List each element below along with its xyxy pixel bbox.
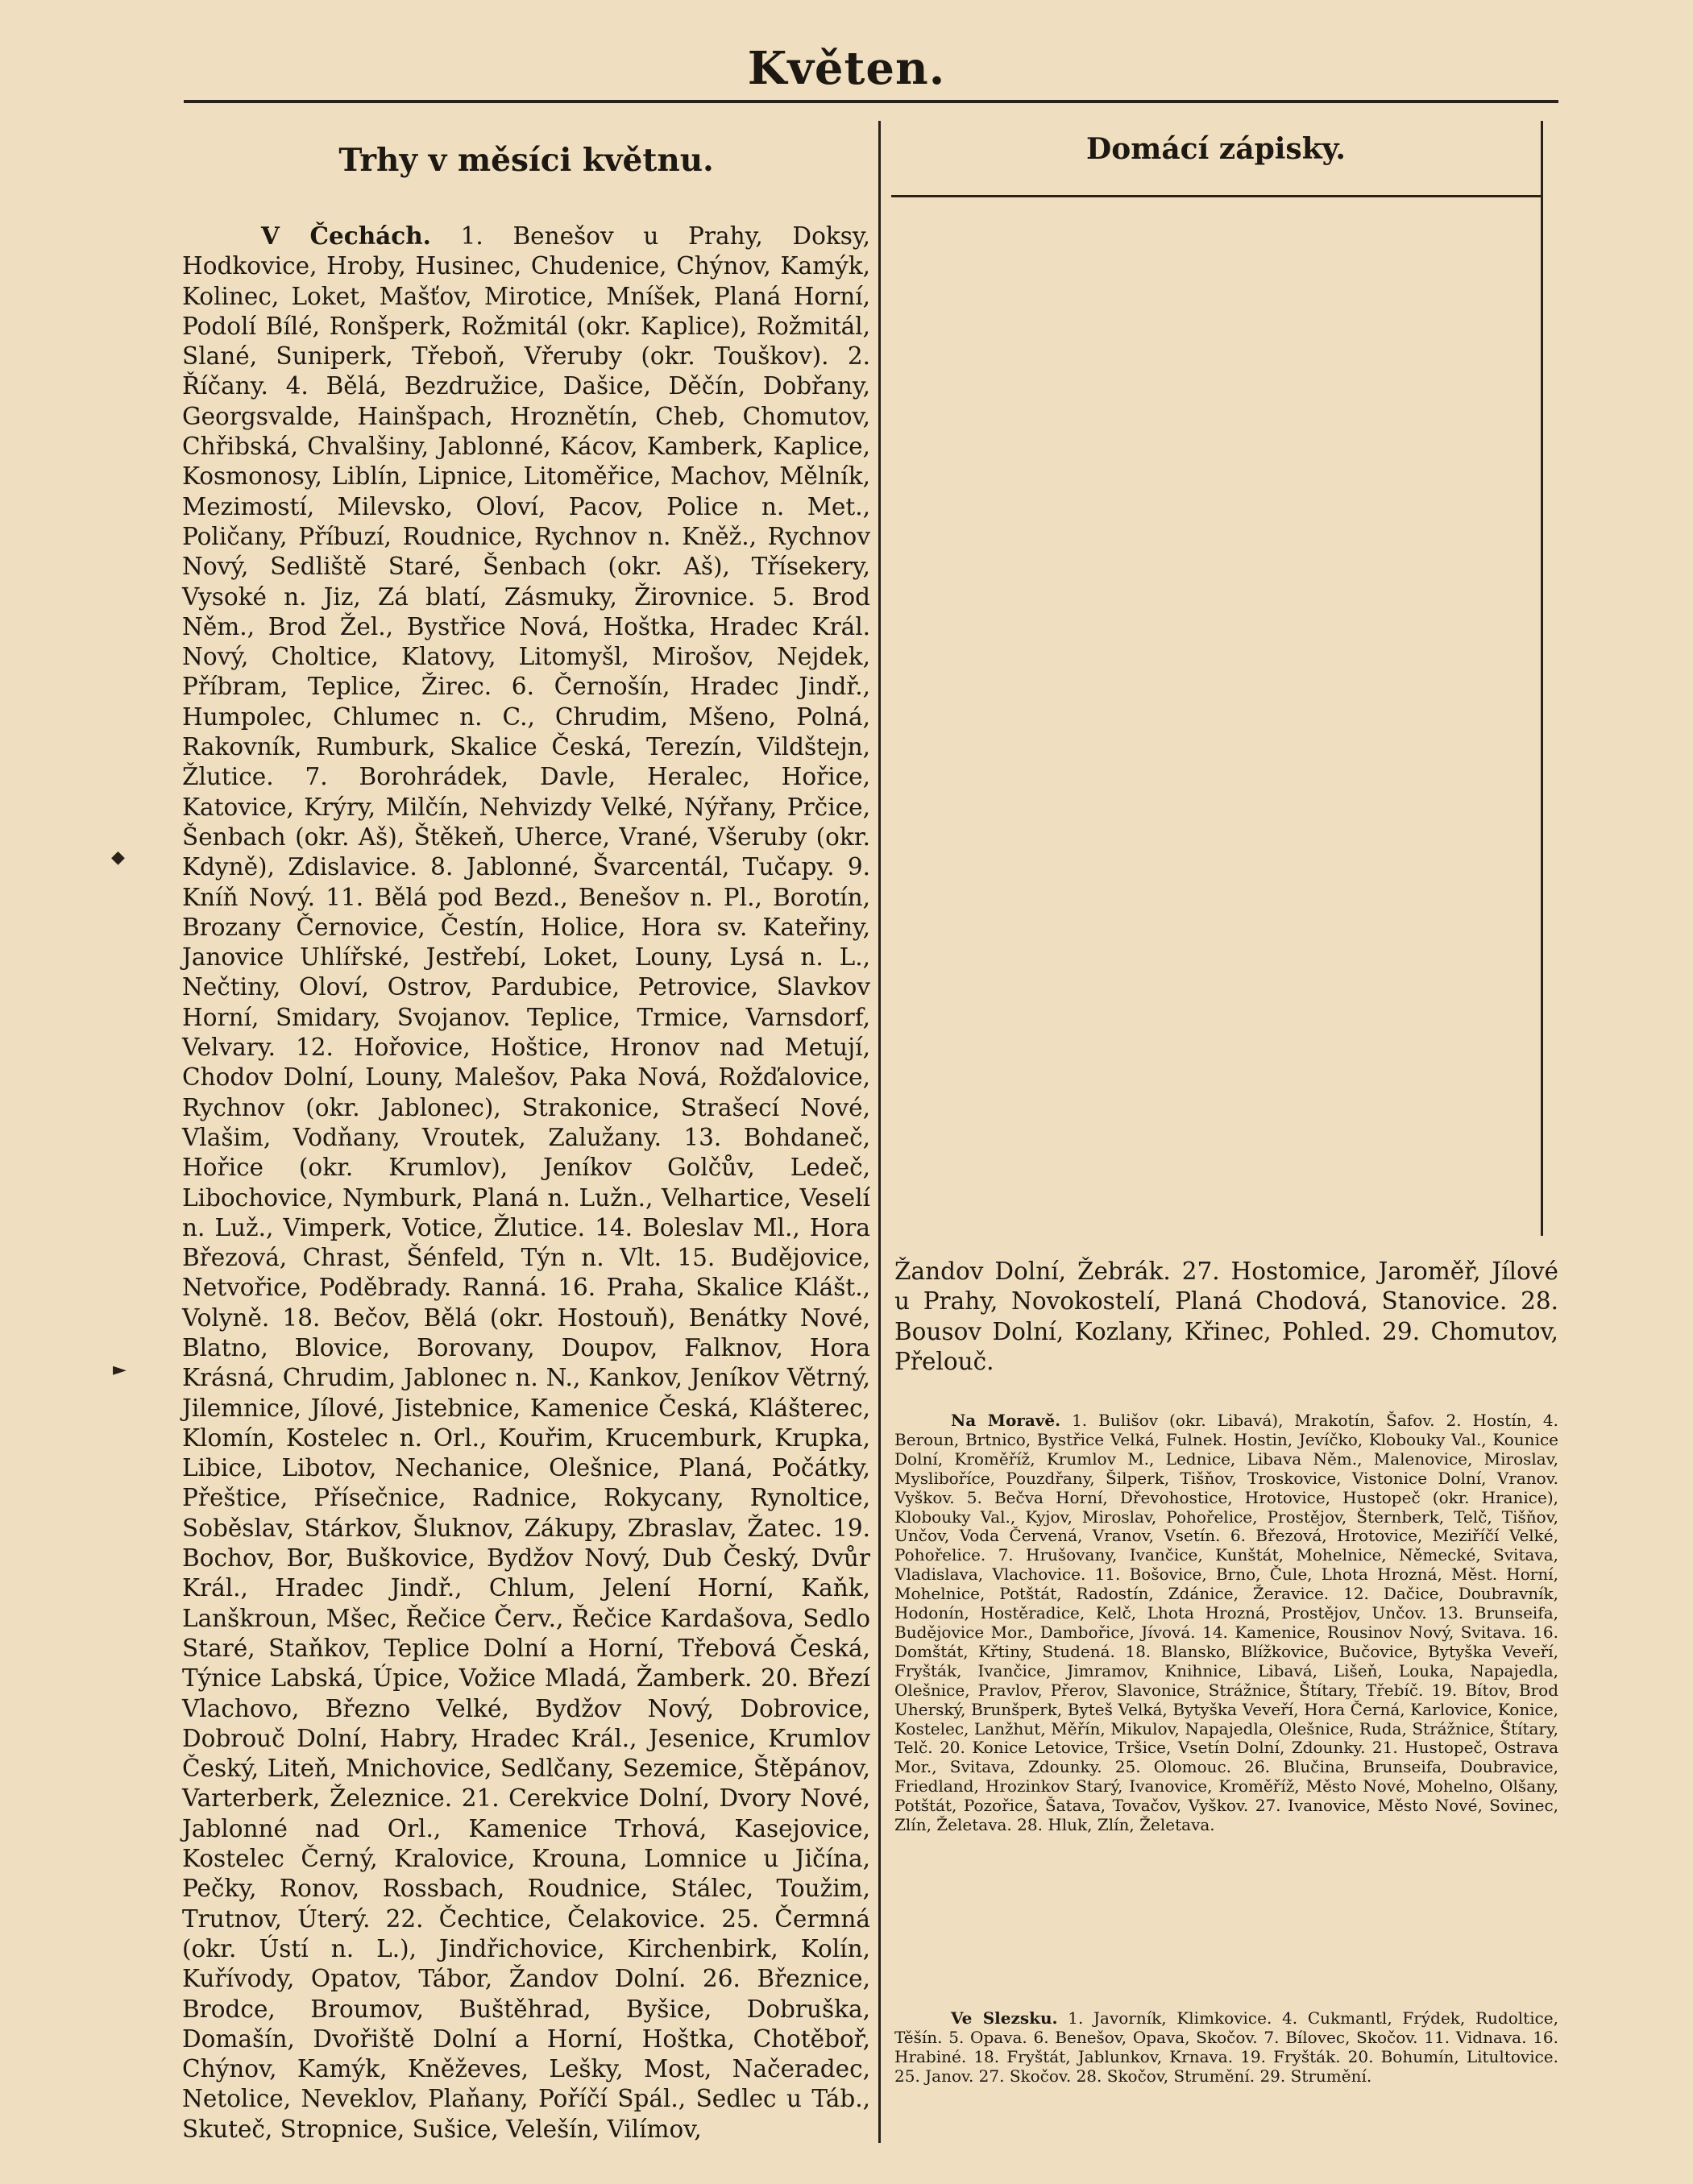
column-divider <box>878 121 881 2143</box>
moravia-text: 1. Bulišov (okr. Libavá), Mrakotín, Šafov. 2. Hostín, 4. Beroun, Brtnico, Bystřice Velká, Fulnek. Hostin, Jevíčko, Klobouky Val., Kounice Dolní, Kroměříž, Krumlov M., Lednice, Libava Něm., Malenovice, Miroslav, Mysliboříce, Pouzdřany, Šilperk, Tišňov, Troskovice, Vistonice Dolní, Vranov. Vyškov. 5. Bečva Horní, Dřevohostice, Hrotovice, Hustopeč (okr. Hranice), Klobouky Val., Kyjov, Miroslav, Pohořelice, Prostějov, Šternberk, Telč, Tišňov, Unčov, Voda Červená, Vranov, Vsetín. 6. Březová, Hrotovice, Meziříčí Velké, Pohořelice. 7. Hrušovany, Ivančice, Kunštát, Mohelnice, Německé, Svitava, Vladislava, Vlachovice. 11. Bošovice, Brno, Čule, Lhota Hrozná, Měst. Horní, Mohelnice, Potštát, Radostín, Zdánice, Žeravice. 12. Dačice, Doubravník, Hodonín, Hostěradice, Kelč, Lhota Hrozná, Prostějov, Unčov. 13. Brunseifa, Budějovice Mor., Dambořice, Jívová. 14. Kamenice, Rousinov Nový, Svitava. 16. Domštát, Křtiny, Studená. 18. Blansko, Blížkovice, Bučovice, Bytyška Veveří, Fryšták, Ivančice, Jimramov, Knihnice, Libavá, Lišeň, Louka, Napajedla, Olešnice, Pravlov, Přerov, Slavonice, Strážnice, Štítary, Třebíč. 19. Bítov, Brod Uherský, Brunšperk, Byteš Velká, Bytyška Veveří, Hora Černá, Karlovice, Konice, Kostelec, Lanžhut, Měřín, Mikulov, Napajedla, Olešnice, Ruda, Strážnice, Štítary, Telč. 20. Konice Letovice, Tršice, Vsetín Dolní, Zdounky. 21. Hustopeč, Ostrava Mor., Svitava, Zdounky. 25. Olomouc. 26. Blučina, Brunseifa, Doubravice, Friedland, Hrozinkov Starý, Ivanovice, Kroměříž, Město Nové, Mohelno, Olšany, Potštát, Pozořice, Šatava, Tovačov, Vyškov. 27. Ivanovice, Město Nové, Sovinec, Zlín, Želetava. 28. Hluk, Zlín, Želetava. <box>894 1411 1558 1835</box>
bohemia-markets-continued: Žandov Dolní, Žebrák. 27. Hostomice, Jaroměř, Jílové u Prahy, Novokostelí, Planá Chodová, Stanovice. 28. Bousov Dolní, Kozlany, Křinec, Pohled. 29. Chomutov, Přelouč. <box>894 1258 1558 1375</box>
silesia-text: 1. Javorník, Klimkovice. 4. Cukmantl, Frýdek, Rudoltice, Těšín. 5. Opava. 6. Benešov, Opava, Skočov. 7. Bílovec, Skočov. 11. Vidnava. 16. Hrabiné. 18. Fryštát, Jablunkov, Krnava. 19. Fryšták. 20. Bohumín, Litultovice. 25. Janov. 27. Skočov. 28. Skočov, Strumění. 29. Strumění. <box>894 2008 1558 2086</box>
margin-mark-arrow: ► <box>113 1360 127 1380</box>
silesia-label: Ve Slezsku. <box>951 2008 1058 2028</box>
moravia-markets <box>894 1411 1558 1835</box>
notes-box <box>891 121 1543 1236</box>
page-title: Květen. <box>747 42 946 95</box>
bohemia-label: V Čechách. <box>261 222 431 250</box>
notes-heading: Domácí zápisky. <box>1086 132 1346 166</box>
markets-column <box>182 142 870 2145</box>
silesia-markets <box>894 2009 1558 2087</box>
markets-heading: Trhy v měsíci květnu. <box>338 142 714 179</box>
margin-mark-diamond: ◆ <box>111 847 125 868</box>
title-rule <box>184 100 1558 103</box>
moravia-label: Na Moravě. <box>951 1411 1061 1430</box>
notes-heading-rule <box>891 195 1543 197</box>
bohemia-text: 1. Benešov u Prahy, Doksy, Hodkovice, Hroby, Husinec, Chudenice, Chýnov, Kamýk, Kolinec, Loket, Mašťov, Mirotice, Mníšek, Planá Horní, Podolí Bílé, Ronšperk, Rožmitál (okr. Kaplice), Rožmitál, Slané, Suniperk, Třeboň, Vřeruby (okr. Touškov). 2. Říčany. 4. Bělá, Bezdružice, Dašice, Děčín, Dobřany, Georgsvalde, Hainšpach, Hroznětín, Cheb, Chomutov, Chřibská, Chvalšiny, Jablonné, Kácov, Kamberk, Kaplice, Kosmonosy, Liblín, Lipnice, Litoměřice, Machov, Mělník, Mezimostí, Milevsko, Oloví, Pacov, Police n. Met., Poličany, Příbuzí, Roudnice, Rychnov n. Kněž., Rychnov Nový, Sedliště Staré, Šenbach (okr. Aš), Třísekery, Vysoké n. Jiz, Zá blatí, Zásmuky, Žirovnice. 5. Brod Něm., Brod Žel., Bystřice Nová, Hoštka, Hradec Král. Nový, Choltice, Klatovy, Litomyšl, Mirošov, Nejdek, Příbram, Teplice, Žirec. 6. Černošín, Hradec Jindř., Humpolec, Chlumec n. C., Chrudim, Mšeno, Polná, Rakovník, Rumburk, Skalice Česká, Terezín, Vildštejn, Žlutice. 7. Borohrádek, Davle, Heralec, Hořice, Katovice, Krýry, Milčín, Nehvizdy Velké, Nýřany, Prčice, Šenbach (okr. Aš), Štěkeň, Uherce, Vrané, Všeruby (okr. Kdyně), Zdislavice. 8. Jablonné, Švarcentál, Tučapy. 9. Kníň Nový. 11. Bělá pod Bezd., Benešov n. Pl., Borotín, Brozany Černovice, Čestín, Holice, Hora sv. Kateřiny, Janovice Uhlířské, Jestřebí, Loket, Louny, Lysá n. L., Nečtiny, Oloví, Ostrov, Pardubice, Petrovice, Slavkov Horní, Smidary, Svojanov. Teplice, Trmice, Varnsdorf, Velvary. 12. Hořovice, Hoštice, Hronov nad Metují, Chodov Dolní, Louny, Malešov, Paka Nová, Rožďalovice, Rychnov (okr. Jablonec), Strakonice, Strašecí Nové, Vlašim, Vodňany, Vroutek, Zalužany. 13. Bohdaneč, Hořice (okr. Krumlov), Jeníkov Golčův, Ledeč, Libochovice, Nymburk, Planá n. Lužn., Velhartice, Veselí n. Luž., Vimperk, Votice, Žlutice. 14. Boleslav Ml., Hora Březová, Chrast, Šénfeld, Týn n. Vlt. 15. Budějovice, Netvořice, Poděbrady. Ranná. 16. Praha, Skalice Klášt., Volyně. 18. Bečov, Bělá (okr. Hostouň), Benátky Nové, Blatno, Blovice, Borovany, Doupov, Falknov, Hora Krásná, Chrudim, Jablonec n. N., Kankov, Jeníkov Větrný, Jilemnice, Jílové, Jistebnice, Kamenice Česká, Klášterec, Klomín, Kostelec n. Orl., Kouřim, Krucemburk, Krupka, Libice, Libotov, Nechanice, Olešnice, Planá, Počátky, Přeštice, Přísečnice, Radnice, Rokycany, Rynoltice, Soběslav, Stárkov, Šluknov, Zákupy, Zbraslav, Žatec. 19. Bochov, Bor, Buškovice, Bydžov Nový, Dub Český, Dvůr Král., Hradec Jindř., Chlum, Jelení Horní, Kaňk, Lanškroun, Mšec, Řečice Červ., Řečice Kardašova, Sedlo Staré, Staňkov, Teplice Dolní a Horní, Třebová Česká, Týnice Labská, Úpice, Vožice Mladá, Žamberk. 20. Březí Vlachovo, Březno Velké, Bydžov Nový, Dobrovice, Dobrouč Dolní, Habry, Hradec Král., Jesenice, Krumlov Český, Liteň, Mnichovice, Sedlčany, Sezemice, Štěpánov, Varterberk, Železnice. 21. Cerekvice Dolní, Dvory Nové, Jablonné nad Orl., Kamenice Trhová, Kasejovice, Kostelec Černý, Kralovice, Krouna, Lomnice u Jičína, Pečky, Ronov, Rossbach, Roudnice, Stálec, Toužim, Trutnov, Úterý. 22. Čechtice, Čelakovice. 25. Čermná (okr. Ústí n. L.), Jindřichovice, Kirchenbirk, Kolín, Kuřívody, Opatov, Tábor, Žandov Dolní. 26. Březnice, Brodce, Broumov, Buštěhrad, Byšice, Dobruška, Domašín, Dvořiště Dolní a Horní, Hoštka, Chotěboř, Chýnov, Kamýk, Kněževes, Lešky, Most, Načeradec, Netolice, Neveklov, Plaňany, Poříčí Spál., Sedlec u Táb., Skuteč, Stropnice, Sušice, Velešín, Vilímov, <box>182 222 870 2143</box>
bohemia-markets <box>182 221 870 2145</box>
